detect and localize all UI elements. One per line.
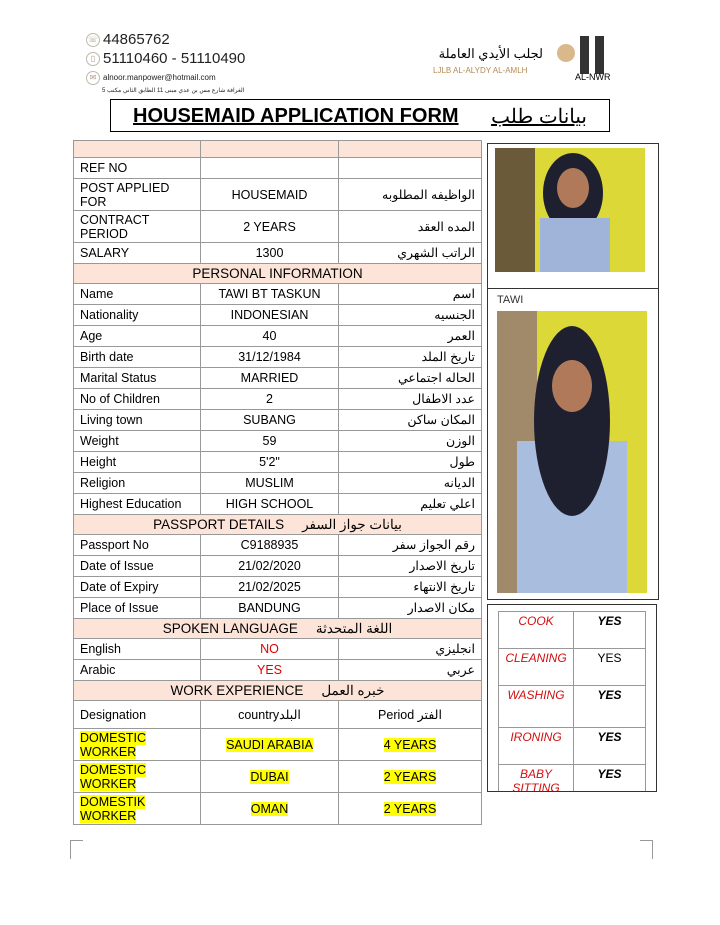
experience-row <box>74 761 482 793</box>
field-arabic <box>339 598 482 619</box>
period-text: 2 YEARS <box>383 801 437 816</box>
field-value <box>201 577 339 598</box>
section-header <box>74 264 482 284</box>
field-label <box>74 452 201 473</box>
field-label <box>74 473 201 494</box>
logo-brand: AL-NWR <box>575 72 611 82</box>
field-arabic-text: انجليزي <box>435 642 475 656</box>
field-label <box>74 368 201 389</box>
field-value <box>201 179 339 211</box>
header-row <box>74 141 482 158</box>
field-value-text: MUSLIM <box>245 476 294 490</box>
section-header <box>74 619 482 639</box>
field-arabic-text: المكان ساكن <box>407 413 475 427</box>
field-label <box>74 347 201 368</box>
section-header-arabic: اللغة المتحدثة <box>315 620 393 636</box>
field-value-text: 1300 <box>255 246 284 260</box>
field-value <box>201 305 339 326</box>
skill-name: CLEANING <box>499 649 574 686</box>
field-label <box>74 535 201 556</box>
field-arabic-text: الوزن <box>446 434 475 448</box>
field-label-text: Nationality <box>80 308 139 322</box>
period-text: 2 YEARS <box>383 769 437 784</box>
country-text: OMAN <box>250 801 289 816</box>
table-row <box>74 211 482 243</box>
field-value <box>201 431 339 452</box>
section-header-text: WORK EXPERIENCE <box>170 682 304 698</box>
field-arabic-text: تاريخ الاصدار <box>409 559 475 573</box>
field-value-text: NO <box>260 642 279 656</box>
field-label-text: Age <box>80 329 103 343</box>
field-label <box>74 284 201 305</box>
field-value <box>201 211 339 243</box>
field-value <box>201 639 339 660</box>
field-value <box>201 243 339 264</box>
field-label-text: Birth date <box>80 350 134 364</box>
field-value-text: 40 <box>262 329 277 343</box>
table-row <box>74 598 482 619</box>
field-label-text: REF NO <box>80 161 128 175</box>
table-row <box>74 473 482 494</box>
field-arabic <box>339 556 482 577</box>
portrait-image <box>495 148 645 272</box>
skill-name: WASHING <box>499 686 574 728</box>
field-arabic-text: رقم الجواز سفر <box>392 538 475 552</box>
field-arabic <box>339 639 482 660</box>
field-arabic <box>339 410 482 431</box>
field-arabic-text: اعلي تعليم <box>420 497 475 511</box>
field-arabic <box>339 577 482 598</box>
field-arabic-text: العمر <box>447 329 475 343</box>
section-header <box>74 515 482 535</box>
field-label <box>74 389 201 410</box>
field-arabic <box>339 179 482 211</box>
field-arabic <box>339 389 482 410</box>
table-row <box>74 556 482 577</box>
field-label-text: Religion <box>80 476 126 490</box>
field-label <box>74 556 201 577</box>
photo-full <box>487 288 659 600</box>
field-arabic-text: الديانه <box>443 476 475 490</box>
section-header <box>74 681 482 701</box>
table-row <box>74 410 482 431</box>
full-body-image <box>497 311 647 593</box>
skill-row <box>499 612 646 649</box>
section-row <box>74 619 482 639</box>
field-value <box>201 473 339 494</box>
table-row <box>74 347 482 368</box>
country-text: SAUDI ARABIA <box>226 737 313 752</box>
field-arabic <box>339 368 482 389</box>
field-label-text: No of Children <box>80 392 160 406</box>
field-value <box>201 452 339 473</box>
field-value-text: YES <box>256 663 282 677</box>
field-arabic-text: الواظيفه المطلوبه <box>382 187 475 202</box>
field-value-text: INDONESIAN <box>230 308 309 322</box>
field-arabic-text: طول <box>449 455 475 469</box>
field-label <box>74 410 201 431</box>
country <box>201 729 339 761</box>
logo-english: LJLB AL-ALYDY AL-AMLH <box>433 66 528 75</box>
table-row <box>74 158 482 179</box>
mobile: 51110460 - 51110490 <box>103 50 246 67</box>
col-period <box>339 701 482 729</box>
field-label-text: Passport No <box>80 538 149 552</box>
field-value-text: HOUSEMAID <box>231 187 308 202</box>
field-label-text: POST APPLIED FOR <box>80 180 170 209</box>
skill-row <box>499 728 646 765</box>
table-row <box>74 535 482 556</box>
field-value <box>201 660 339 681</box>
field-value-text: BANDUNG <box>238 601 301 615</box>
experience-header <box>74 701 482 729</box>
field-value-text: 21/02/2020 <box>238 559 301 573</box>
table-row <box>74 284 482 305</box>
form-title <box>110 99 610 132</box>
section-row <box>74 515 482 535</box>
field-arabic-text: الراتب الشهري <box>397 246 475 260</box>
period <box>339 761 482 793</box>
field-label <box>74 577 201 598</box>
skills-table <box>498 611 646 792</box>
section-header-arabic: بيانات جواز السفر <box>302 516 402 532</box>
field-label <box>74 326 201 347</box>
field-value <box>201 494 339 515</box>
field-label <box>74 243 201 264</box>
table-row <box>74 452 482 473</box>
field-value <box>201 598 339 619</box>
field-arabic <box>339 211 482 243</box>
skill-name: IRONING <box>499 728 574 765</box>
field-arabic <box>339 326 482 347</box>
field-value <box>201 158 339 179</box>
field-label <box>74 211 201 243</box>
field-arabic <box>339 473 482 494</box>
mobile-icon: ▯ <box>86 52 100 66</box>
country <box>201 761 339 793</box>
table-row <box>74 431 482 452</box>
field-value-text: 2 YEARS <box>243 219 296 234</box>
field-label-text: CONTRACT PERIOD <box>80 212 150 241</box>
designation <box>74 761 201 793</box>
bulb-icon <box>557 44 575 62</box>
field-label <box>74 305 201 326</box>
field-label-text: Living town <box>80 413 143 427</box>
col-country-text: countryالبلد <box>238 707 301 722</box>
field-arabic-text: عدد الاطفال <box>412 392 475 406</box>
field-value <box>201 284 339 305</box>
table-row <box>74 368 482 389</box>
photo-portrait <box>487 143 659 289</box>
section-row <box>74 681 482 701</box>
field-arabic <box>339 494 482 515</box>
field-value-text: 31/12/1984 <box>238 350 301 364</box>
field-label-text: Height <box>80 455 117 469</box>
field-label <box>74 431 201 452</box>
field-arabic <box>339 431 482 452</box>
blank <box>339 141 482 158</box>
application-table <box>73 140 482 825</box>
field-arabic-text: مكان الاصدار <box>407 601 475 615</box>
field-label-text: Highest Education <box>80 497 182 511</box>
field-label-text: English <box>80 642 121 656</box>
field-label <box>74 179 201 211</box>
phone-icon: ☏ <box>86 33 100 47</box>
designation <box>74 729 201 761</box>
field-label-text: Arabic <box>80 663 116 677</box>
section-row <box>74 264 482 284</box>
country-text: DUBAI <box>250 769 289 784</box>
field-arabic <box>339 660 482 681</box>
skill-row <box>499 686 646 728</box>
skill-value: YES <box>574 728 646 765</box>
field-label-text: Weight <box>80 434 119 448</box>
corner-mark <box>70 840 83 859</box>
field-arabic <box>339 284 482 305</box>
field-value-text: 59 <box>262 434 277 448</box>
period-text: 4 YEARS <box>383 737 437 752</box>
skill-name: BABY SITTING <box>499 765 574 793</box>
skill-value: YES <box>574 765 646 793</box>
corner-mark <box>640 840 653 859</box>
designation <box>74 793 201 825</box>
field-label-text: Date of Expiry <box>80 580 159 594</box>
designation-text: DOMESTIC WORKER <box>80 730 146 759</box>
field-label-text: Name <box>80 287 114 301</box>
table-row <box>74 243 482 264</box>
field-label <box>74 660 201 681</box>
col-designation-text: Designation <box>80 707 147 722</box>
section-header-arabic: خبره العمل <box>321 682 385 698</box>
field-label <box>74 639 201 660</box>
email: alnoor.manpower@hotmail.com <box>103 73 216 82</box>
field-value-text: 5'2" <box>259 455 280 469</box>
period <box>339 793 482 825</box>
field-value <box>201 389 339 410</box>
field-value-text: C9188935 <box>240 538 299 552</box>
experience-row <box>74 793 482 825</box>
col-period-text: Period الفتر <box>378 707 442 722</box>
company-logo <box>430 36 640 86</box>
table-row <box>74 305 482 326</box>
field-arabic <box>339 158 482 179</box>
skill-value: YES <box>574 649 646 686</box>
col-country <box>201 701 339 729</box>
field-value-text: 21/02/2025 <box>238 580 301 594</box>
country <box>201 793 339 825</box>
field-value <box>201 347 339 368</box>
skill-row <box>499 649 646 686</box>
field-value <box>201 326 339 347</box>
table-row <box>74 494 482 515</box>
field-value-text: SUBANG <box>243 413 296 427</box>
field-value <box>201 556 339 577</box>
email-icon: ✉ <box>86 71 100 85</box>
logo-arabic: لجلب الأيدي العاملة <box>438 46 543 61</box>
field-arabic <box>339 305 482 326</box>
skill-value: YES <box>574 612 646 649</box>
field-label-text: Marital Status <box>80 371 157 385</box>
table-row <box>74 639 482 660</box>
field-arabic <box>339 535 482 556</box>
field-arabic-text: اسم <box>452 287 475 301</box>
field-label <box>74 598 201 619</box>
skill-value: YES <box>574 686 646 728</box>
field-arabic-text: عربي <box>446 663 475 677</box>
table-row <box>74 660 482 681</box>
contact-block <box>86 30 245 95</box>
title-arabic: بيانات طلب <box>491 106 587 128</box>
field-label-text: SALARY <box>80 246 130 260</box>
address: الغرافة شارع مس بن عدي مبنى 11 الطابق الثاني مكتب 5 <box>102 88 245 94</box>
experience-row <box>74 729 482 761</box>
col-designation <box>74 701 201 729</box>
table-row <box>74 326 482 347</box>
skill-name: COOK <box>499 612 574 649</box>
photo-label: TAWI <box>497 294 524 306</box>
field-value <box>201 535 339 556</box>
field-label <box>74 494 201 515</box>
section-header-text: PERSONAL INFORMATION <box>192 265 363 281</box>
phone: 44865762 <box>103 31 170 48</box>
skill-row <box>499 765 646 793</box>
field-label-text: Place of Issue <box>80 601 159 615</box>
field-value-text: 2 <box>266 392 273 406</box>
section-header-text: SPOKEN LANGUAGE <box>162 620 298 636</box>
field-value <box>201 410 339 431</box>
field-arabic-text: تاريخ الانتهاء <box>413 580 475 594</box>
title-english: HOUSEMAID APPLICATION FORM <box>133 105 459 127</box>
field-arabic <box>339 452 482 473</box>
field-arabic <box>339 243 482 264</box>
field-arabic <box>339 347 482 368</box>
section-header-text: PASSPORT DETAILS <box>153 516 285 532</box>
table-row <box>74 389 482 410</box>
field-value-text: TAWI BT TASKUN <box>218 287 321 301</box>
table-row <box>74 179 482 211</box>
designation-text: DOMESTIC WORKER <box>80 762 146 791</box>
field-value-text: HIGH SCHOOL <box>225 497 314 511</box>
table-row <box>74 577 482 598</box>
period <box>339 729 482 761</box>
field-value-text: MARRIED <box>240 371 299 385</box>
skills-box <box>487 604 657 792</box>
designation-text: DOMESTIK WORKER <box>80 794 146 823</box>
blank <box>201 141 339 158</box>
field-arabic-text: المده العقد <box>417 219 475 234</box>
field-label <box>74 158 201 179</box>
blank <box>74 141 201 158</box>
field-arabic-text: الحاله اجتماعي <box>397 371 475 385</box>
field-arabic-text: الجنسيه <box>434 308 475 322</box>
field-label-text: Date of Issue <box>80 559 154 573</box>
field-value <box>201 368 339 389</box>
field-arabic-text: تاريخ الملد <box>421 350 475 364</box>
